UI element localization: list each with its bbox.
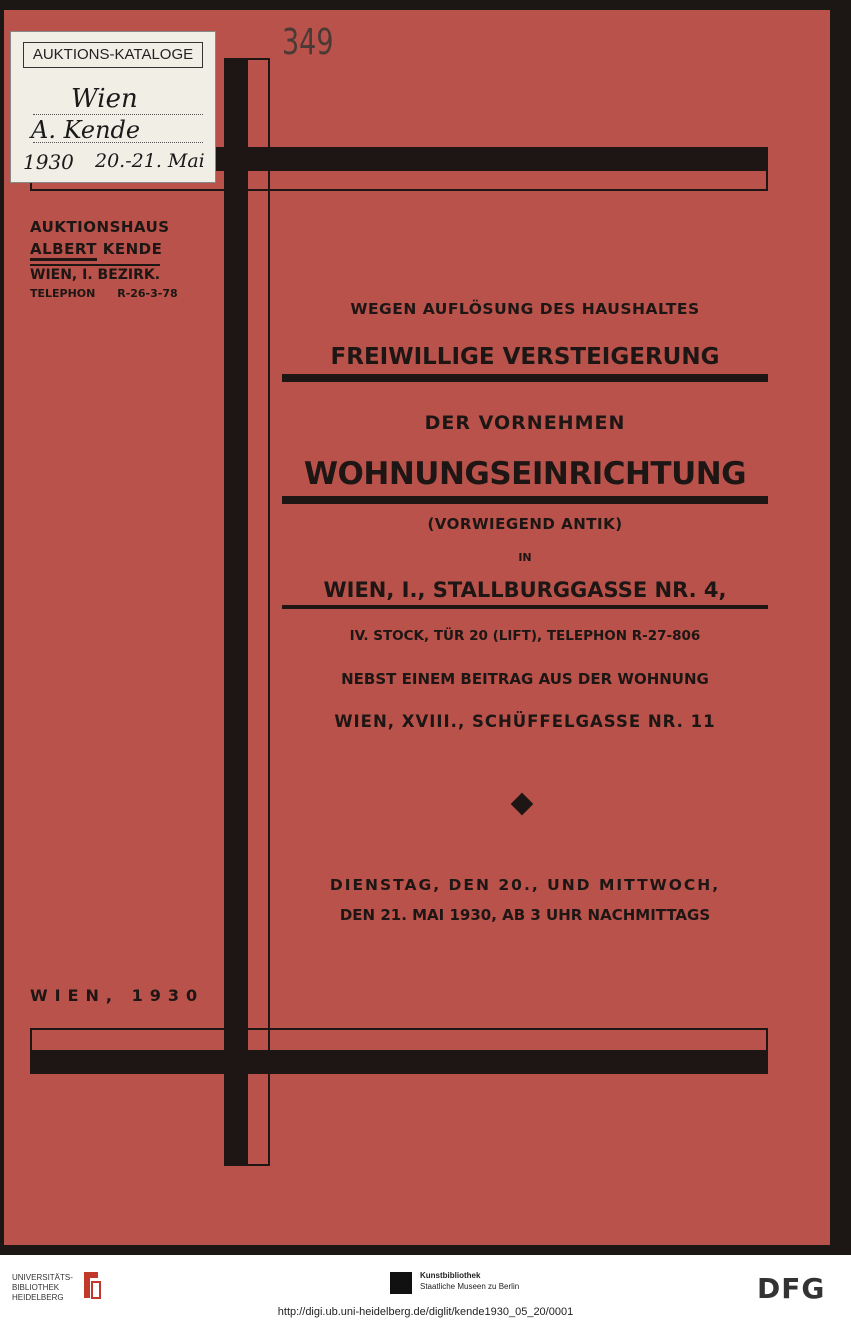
label-heading: AUKTIONS-KATALOGE <box>23 42 203 68</box>
bottom-horizontal-bar <box>30 1050 768 1074</box>
house-address: WIEN, I. BEZIRK. <box>30 264 160 283</box>
source-url-link[interactable]: http://digi.ub.uni-heidelberg.de/diglit/kende1930_05_20/0001 <box>277 1306 574 1318</box>
date-line-1: DIENSTAG, DEN 20., UND MITTWOCH, <box>329 876 721 894</box>
kunstbibliothek-logo-icon <box>390 1272 412 1294</box>
title-line-haushalt: WEGEN AUFLÖSUNG DES HAUSHALTES <box>350 300 700 318</box>
vertical-bar-thick <box>224 58 248 1166</box>
address-stallburggasse: WIEN, I., STALLBURGGASSE NR. 4, <box>282 575 768 609</box>
scan-footer <box>0 1258 851 1321</box>
kunstbibliothek-text <box>420 1270 519 1292</box>
uni-line-3: HEIDELBERG <box>12 1293 64 1302</box>
kb-line-1: Kunstbibliothek <box>420 1271 481 1280</box>
text-beitrag: NEBST EINEM BEITRAG AUS DER WOHNUNG <box>341 670 709 688</box>
place-year: WIEN, 1930 <box>30 986 205 1005</box>
date-line-2: DEN 21. MAI 1930, AB 3 UHR NACHMITTAGS <box>339 906 711 924</box>
house-telephon <box>30 287 178 300</box>
label-dotline-1 <box>33 114 203 115</box>
uni-line-2: BIBLIOTHEK <box>12 1283 60 1292</box>
address-floor-telephon: IV. STOCK, TÜR 20 (LIFT), TELEPHON R-27-806 <box>349 628 701 644</box>
library-label <box>10 31 216 183</box>
label-handwriting-year: 1930 <box>23 150 74 174</box>
kb-line-2: Staatliche Museen zu Berlin <box>420 1282 520 1291</box>
house-telephon-number: R-26-3-78 <box>117 287 178 300</box>
label-handwriting-city: Wien <box>71 84 138 114</box>
uni-line-1: UNIVERSITÄTS- <box>12 1273 73 1282</box>
house-name-kende: KENDE <box>102 240 163 258</box>
uni-heidelberg-text <box>12 1273 73 1303</box>
house-name-line2 <box>30 240 162 258</box>
house-telephon-label: TELEPHON <box>30 287 96 300</box>
dfg-logo: DFG <box>757 1272 826 1305</box>
title-line-in: IN <box>518 551 532 564</box>
title-line-wohnungseinrichtung: WOHNUNGSEINRICHTUNG <box>282 452 768 504</box>
pencil-number: 349 <box>282 22 334 63</box>
label-handwriting-dealer: A. Kende <box>31 116 141 144</box>
house-name-albert: ALBERT <box>30 240 97 261</box>
label-handwriting-date: 20.-21. Mai <box>95 150 205 172</box>
vertical-bar-outline <box>246 58 270 1166</box>
house-name-line1: AUKTIONSHAUS <box>30 218 170 236</box>
bottom-horizontal-outline <box>30 1028 768 1052</box>
title-line-versteigerung: FREIWILLIGE VERSTEIGERUNG <box>282 340 768 382</box>
title-line-antik: (VORWIEGEND ANTIK) <box>427 515 623 533</box>
address-schueffelgasse: WIEN, XVIII., SCHÜFFELGASSE NR. 11 <box>334 712 716 731</box>
uni-heidelberg-logo-icon <box>80 1270 102 1300</box>
title-line-vornehmen: DER VORNEHMEN <box>424 412 626 434</box>
